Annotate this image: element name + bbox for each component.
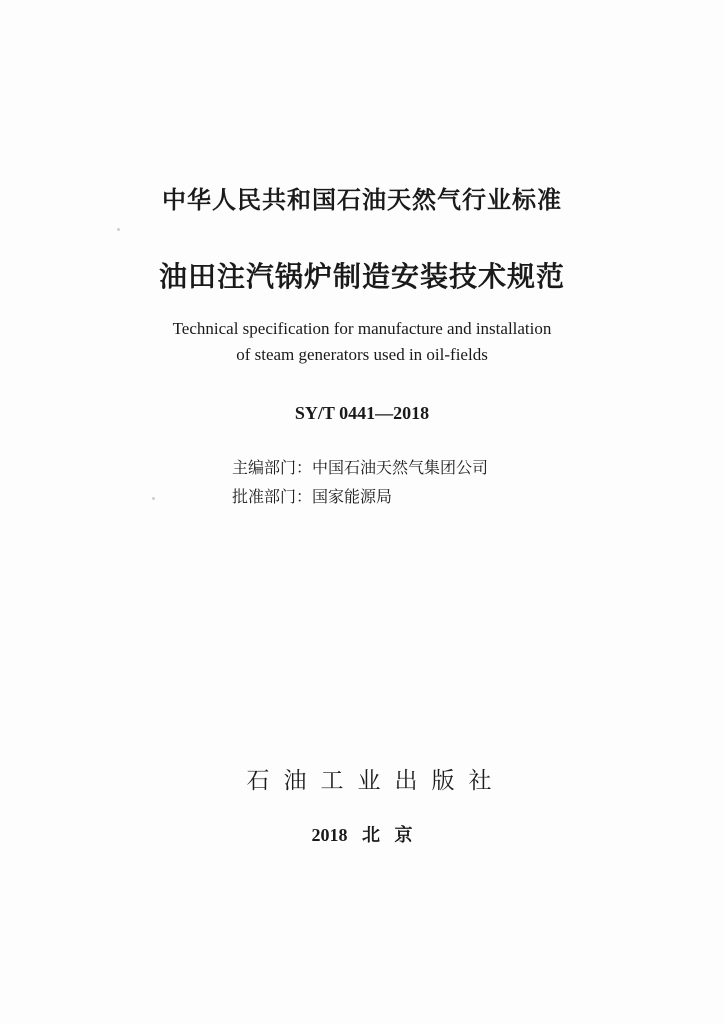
approver-department: 批准部门：国家能源局 bbox=[232, 487, 393, 506]
title-en-line-1: Technical specification for manufacture and installation bbox=[172, 319, 552, 338]
standard-number: SY/T 0441—2018 bbox=[294, 403, 430, 423]
document-title-cn: 油田注汽锅炉制造安装技术规范 bbox=[158, 260, 565, 293]
publication-year-city: 2018 北 京 bbox=[311, 825, 413, 845]
industry-standard-heading: 中华人民共和国石油天然气行业标准 bbox=[162, 186, 562, 214]
title-en-line-2: of steam generators used in oil-fields bbox=[236, 345, 488, 364]
scan-speck bbox=[152, 497, 155, 500]
scan-speck bbox=[117, 228, 120, 231]
publisher-name: 石油工业出版社 bbox=[246, 768, 506, 794]
document-title-en bbox=[0, 316, 724, 368]
editor-department: 主编部门：中国石油天然气集团公司 bbox=[232, 458, 489, 477]
